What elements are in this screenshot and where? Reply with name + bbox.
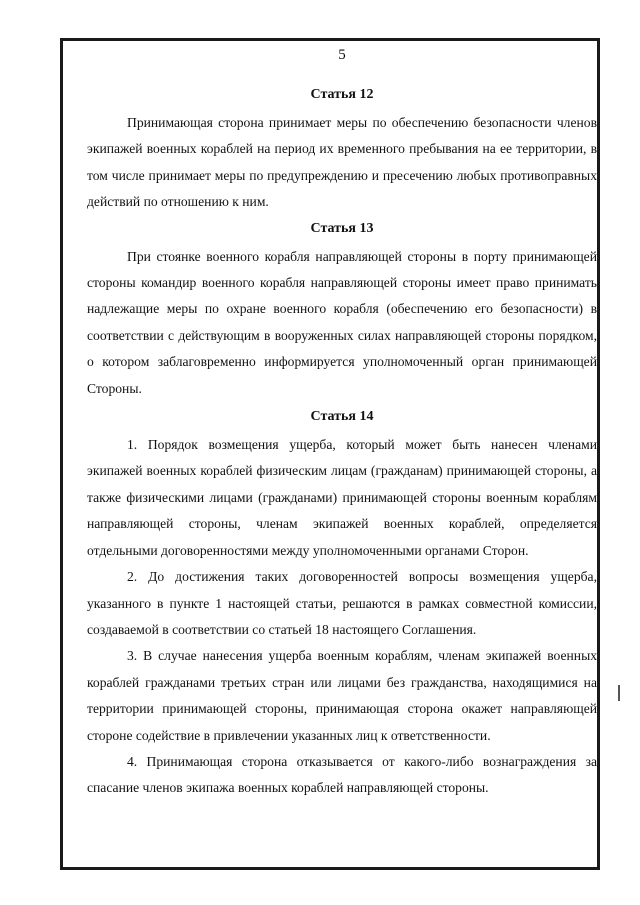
article-13-heading: Статья 13 — [310, 220, 374, 236]
article-12-paragraph: Принимающая сторона принимает меры по обеспечению безопасности членов экипажей военных кораблей на период их временного пребывания на ее территории, в том числе принимает меры по предупреждению и пресечению любых противоправных действий по отношению к ним. — [87, 115, 597, 210]
article-14-paragraph-4: 4. Принимающая сторона отказывается от какого-либо вознаграждения за спасание членов экипажа военных кораблей направляющей стороны. — [87, 753, 597, 796]
margin-mark — [618, 685, 620, 701]
article-12 — [87, 86, 597, 216]
article-14 — [87, 408, 597, 802]
article-14-heading: Статья 14 — [310, 409, 374, 425]
page-content — [87, 46, 597, 802]
article-14-paragraph-2: 2. До достижения таких договоренностей вопросы возмещения ущерба, указанного в пункте 1 настоящей статьи, решаются в рамках совместной комиссии, создаваемой в соответствии со статьей 18 настоящего Соглашения. — [87, 569, 597, 637]
article-14-paragraph-3: 3. В случае нанесения ущерба военным кораблям, членам экипажей военных кораблей гражданами третьих стран или лицами без гражданства, находящимися на территории принимающей стороны, принимающая сторона окажет направляющей стороне содействие в привлечении указанных лиц к ответственности. — [87, 648, 597, 743]
article-13 — [87, 220, 597, 402]
article-12-heading: Статья 12 — [310, 87, 374, 102]
article-13-paragraph: При стоянке военного корабля направляющей стороны в порту принимающей стороны командир военного корабля направляющей стороны имеет право принимать надлежащие меры по охране военного корабля (обеспечению его безопасности) в соответствии с действующим в вооруженных силах направляющей стороны порядком, о котором заблаговременно информируется уполномоченный орган принимающей Стороны. — [87, 248, 597, 396]
page-number: 5 — [338, 47, 346, 63]
article-14-paragraph-1: 1. Порядок возмещения ущерба, который может быть нанесен членами экипажей военных кораблей физическим лицам (гражданам) принимающей стороны, а также физическими лицами (гражданами) принимающей стороны военным кораблям направляющей стороны, членам экипажей военных кораблей, определяется отдельными договоренностями между уполномоченными органами Сторон. — [87, 437, 597, 558]
